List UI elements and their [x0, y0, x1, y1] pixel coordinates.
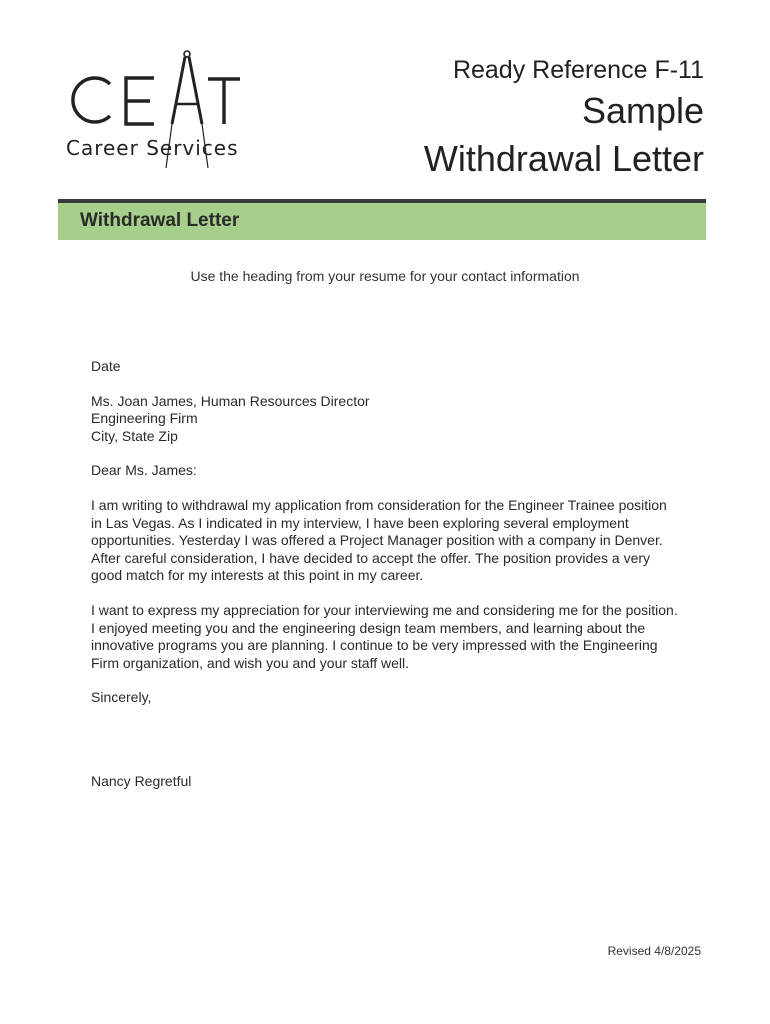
page-title-line2: Withdrawal Letter: [423, 138, 704, 179]
recipient-line-1: Ms. Joan James, Human Resources Director: [91, 392, 370, 409]
revised-date: Revised 4/8/2025: [607, 944, 701, 958]
section-title: Withdrawal Letter: [80, 210, 240, 231]
contact-info-instruction: Use the heading from your resume for your contact information: [190, 268, 580, 284]
signature-name: Nancy Regretful: [91, 772, 192, 789]
letter-paragraph-1: I am writing to withdrawal my application from consideration for the Engineer Trainee position in Las Vegas. As I indicated in my interview, I have been exploring several employment opportunities. Yesterday I was offered a Project Manager position with a company in Denver. After careful consideration, I have decided to accept the offer. The position provides a very good match for my interests at this point in my career.: [91, 496, 667, 584]
section-banner: [58, 203, 706, 240]
recipient-line-2: Engineering Firm: [91, 410, 198, 427]
letter-paragraph-2: I want to express my appreciation for your interviewing me and considering me for the position. I enjoyed meeting you and the engineering design team members, and learning about the innovative programs you are planning. I continue to be very impressed with the Engineering Firm organization, and wish you and your staff well.: [91, 601, 678, 671]
salutation: Dear Ms. James:: [91, 462, 197, 479]
ready-reference-label: Ready Reference F-11: [452, 56, 704, 84]
ceat-logo: [58, 48, 258, 173]
letter-body: [91, 358, 681, 791]
logo-subtitle: Career Services: [66, 136, 239, 160]
page-title-line1: Sample: [581, 90, 704, 131]
recipient-line-3: City, State Zip: [91, 427, 178, 444]
letter-date: Date: [91, 358, 121, 374]
closing: Sincerely,: [91, 689, 152, 706]
